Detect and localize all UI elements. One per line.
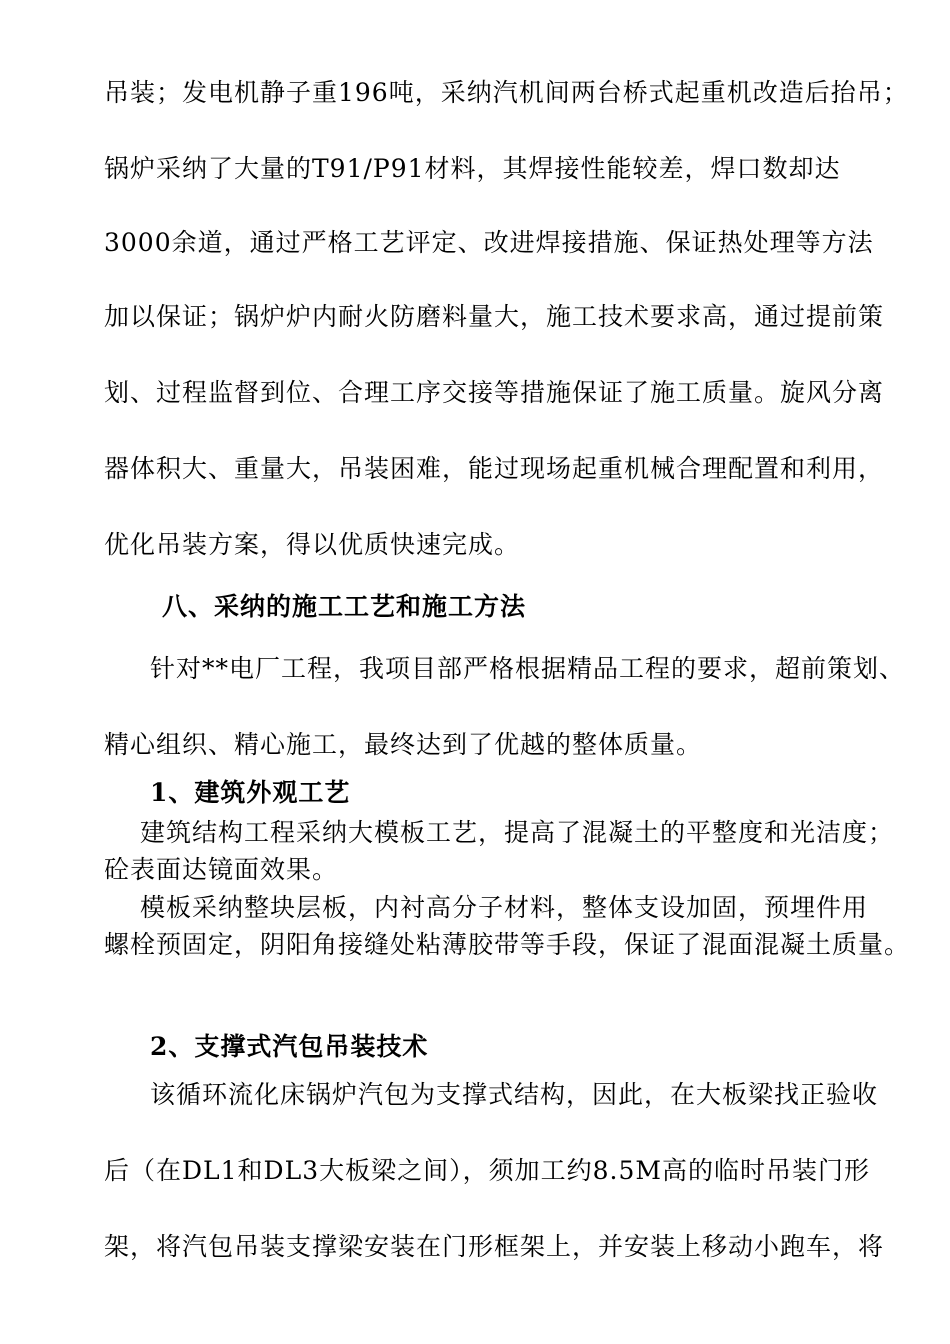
paragraph-line: 3000余道，通过严格工艺评定、改进焊接措施、保证热处理等方法	[104, 228, 874, 257]
paragraph-line: 加以保证；锅炉炉内耐火防磨料量大，施工技术要求高，通过提前策	[104, 302, 885, 331]
paragraph-line: 建筑结构工程采纳大模板工艺，提高了混凝土的平整度和光洁度；	[140, 818, 895, 847]
paragraph-line: 器体积大、重量大，吊装困难，能过现场起重机械合理配置和利用，	[104, 454, 885, 483]
paragraph-line: 螺栓预固定，阴阳角接缝处粘薄胶带等手段，保证了混面混凝土质量。	[104, 930, 911, 959]
paragraph-line: 针对**电厂工程，我项目部严格根据精品工程的要求，超前策划、	[150, 654, 906, 683]
section-heading: 八、采纳的施工工艺和施工方法	[162, 592, 527, 621]
paragraph-line: 精心组织、精心施工，最终达到了优越的整体质量。	[104, 730, 703, 759]
paragraph-line: 后（在DL1和DL3大板梁之间），须加工约8.5M高的临时吊装门形	[104, 1156, 870, 1185]
paragraph-line: 划、过程监督到位、合理工序交接等措施保证了施工质量。旋风分离	[104, 378, 885, 407]
paragraph-line: 优化吊装方案，得以优质快速完成。	[104, 530, 521, 559]
paragraph-line: 架，将汽包吊装支撑梁安装在门形框架上，并安装上移动小跑车，将	[104, 1232, 885, 1261]
subsection-heading: 1、建筑外观工艺	[150, 778, 351, 807]
paragraph-line: 该循环流化床锅炉汽包为支撑式结构，因此，在大板梁找正验收	[150, 1080, 879, 1109]
paragraph-line: 模板采纳整块层板，内衬高分子材料，整体支设加固，预埋件用	[140, 893, 869, 922]
paragraph-line: 砼表面达镜面效果。	[104, 855, 339, 884]
paragraph-line: 吊装；发电机静子重196吨，采纳汽机间两台桥式起重机改造后抬吊；	[104, 78, 909, 107]
subsection-heading: 2、支撑式汽包吊装技术	[150, 1032, 429, 1061]
paragraph-line: 锅炉采纳了大量的T91/P91材料，其焊接性能较差，焊口数却达	[104, 154, 841, 183]
